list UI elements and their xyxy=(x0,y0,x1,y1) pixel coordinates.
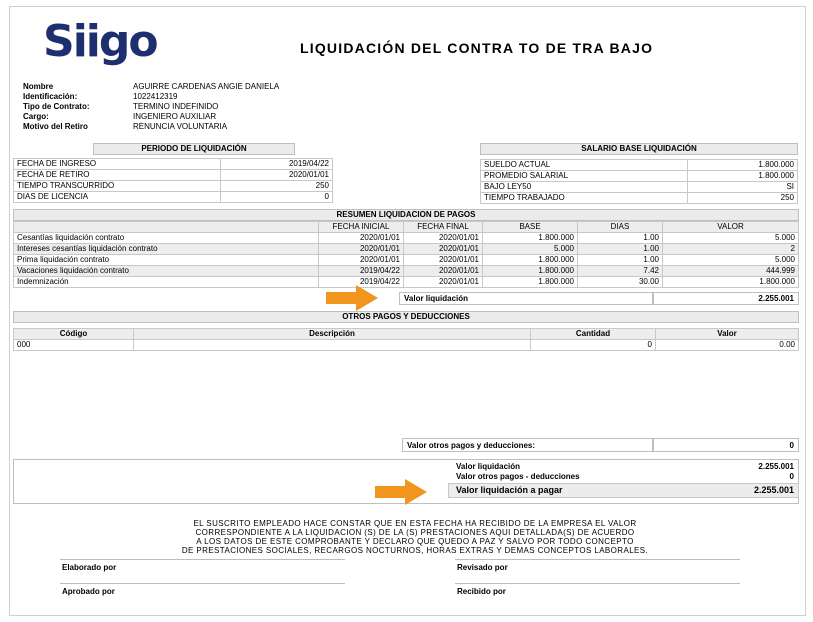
employee-labels xyxy=(23,82,133,132)
salario-row: TIEMPO TRABAJADO 250 xyxy=(481,193,798,204)
periodo-table xyxy=(13,158,333,203)
salario-row: BAJO LEY50 SI xyxy=(481,182,798,193)
summary-otros-value: 0 xyxy=(789,472,794,481)
summary-pagar-label: Valor liquidación a pagar xyxy=(456,485,563,495)
summary-otros-label: Valor otros pagos - deducciones xyxy=(456,472,580,481)
resumen-row: Cesantías liquidación contrato 2020/01/01 2020/01/01 1.800.000 1.00 5.000 xyxy=(14,233,799,244)
signature-line xyxy=(60,559,345,560)
resumen-row: Vacaciones liquidación contrato 2019/04/22 2020/01/01 1.800.000 7.42 444.999 xyxy=(14,266,799,277)
otros-row: 000 0 0.00 xyxy=(14,340,799,351)
summary-liquidacion-label: Valor liquidación xyxy=(456,462,521,471)
elaborado-label: Elaborado por xyxy=(62,563,117,572)
resumen-header: RESUMEN LIQUIDACION DE PAGOS xyxy=(13,209,799,221)
siigo-logo: Siigo xyxy=(43,16,157,67)
motivo-label: Motivo del Retiro xyxy=(23,122,88,131)
summary-pagar-value: 2.255.001 xyxy=(753,485,794,495)
salario-row: SUELDO ACTUAL 1.800.000 xyxy=(481,160,798,171)
periodo-row: FECHA DE INGRESO 2019/04/22 xyxy=(14,159,333,170)
cargo-value: INGENIERO AUXILIAR xyxy=(133,112,217,121)
tipo-label: Tipo de Contrato: xyxy=(23,102,90,111)
resumen-header-row: FECHA INICIAL FECHA FINAL BASE DIAS VALOR xyxy=(14,222,799,233)
otros-header: OTROS PAGOS Y DEDUCCIONES xyxy=(13,311,799,323)
otros-table xyxy=(13,328,799,351)
resumen-row: Indemnización 2019/04/22 2020/01/01 1.800.000 30.00 1.800.000 xyxy=(14,277,799,288)
otros-total-label: Valor otros pagos y deducciones: xyxy=(402,438,653,452)
aprobado-label: Aprobado por xyxy=(62,587,115,596)
valor-liquidacion-label: Valor liquidación xyxy=(399,292,653,305)
periodo-row: TIEMPO TRANSCURRIDO 250 xyxy=(14,181,333,192)
resumen-row: Intereses cesantías liquidación contrato 2020/01/01 2020/01/01 5.000 1.00 2 xyxy=(14,244,799,255)
signature-line xyxy=(60,583,345,584)
otros-total-value: 0 xyxy=(653,438,799,452)
id-value: 1022412319 xyxy=(133,92,178,101)
id-label: Identificación: xyxy=(23,92,78,101)
salario-header: SALARIO BASE LIQUIDACIÓN xyxy=(480,143,798,155)
arrow-right-icon xyxy=(326,285,378,311)
employee-values xyxy=(133,82,433,132)
legal-declaration: EL SUSCRITO EMPLEADO HACE CONSTAR QUE EN ESTA FECHA HA RECIBIDO DE LA EMPRESA EL VALOR CORRESPONDIENTE A LA LIQUIDACION (S) DE LA (S) PRESTACIONES AQUI DETALLADA(S) DE ACUERDO A LOS DATOS DE ESTE COMPROBANTE Y DECLARO QUE QUEDO A PAZ Y SALVO POR TODO CONCEPTO DE PRESTACIONES SOCIALES, RECARGOS NOCTURNOS, HORAS EXTRAS Y DEMAS CONCEPTOS LABORALES. xyxy=(181,519,649,555)
signature-line xyxy=(455,583,740,584)
signature-line xyxy=(455,559,740,560)
valor-liquidacion-value: 2.255.001 xyxy=(653,292,799,305)
summary-liquidacion-value: 2.255.001 xyxy=(758,462,794,471)
salario-table xyxy=(480,159,798,204)
periodo-header: PERIODO DE LIQUIDACIÓN xyxy=(93,143,295,155)
cargo-label: Cargo: xyxy=(23,112,49,121)
motivo-value: RENUNCIA VOLUNTARIA xyxy=(133,122,228,131)
revisado-label: Revisado por xyxy=(457,563,508,572)
periodo-row: DIAS DE LICENCIA 0 xyxy=(14,192,333,203)
nombre-value: AGUIRRE CARDENAS ANGIE DANIELA xyxy=(133,82,280,91)
document-title: LIQUIDACIÓN DEL CONTRA TO DE TRA BAJO xyxy=(300,40,654,56)
otros-header-row: Código Descripción Cantidad Valor xyxy=(14,329,799,340)
tipo-value: TERMINO INDEFINIDO xyxy=(133,102,219,111)
periodo-row: FECHA DE RETIRO 2020/01/01 xyxy=(14,170,333,181)
salario-row: PROMEDIO SALARIAL 1.800.000 xyxy=(481,171,798,182)
arrow-right-icon xyxy=(375,479,427,505)
recibido-label: Recibido por xyxy=(457,587,506,596)
document-page xyxy=(9,6,806,616)
resumen-row: Prima liquidación contrato 2020/01/01 2020/01/01 1.800.000 1.00 5.000 xyxy=(14,255,799,266)
nombre-label: Nombre xyxy=(23,82,54,91)
resumen-table xyxy=(13,221,799,288)
